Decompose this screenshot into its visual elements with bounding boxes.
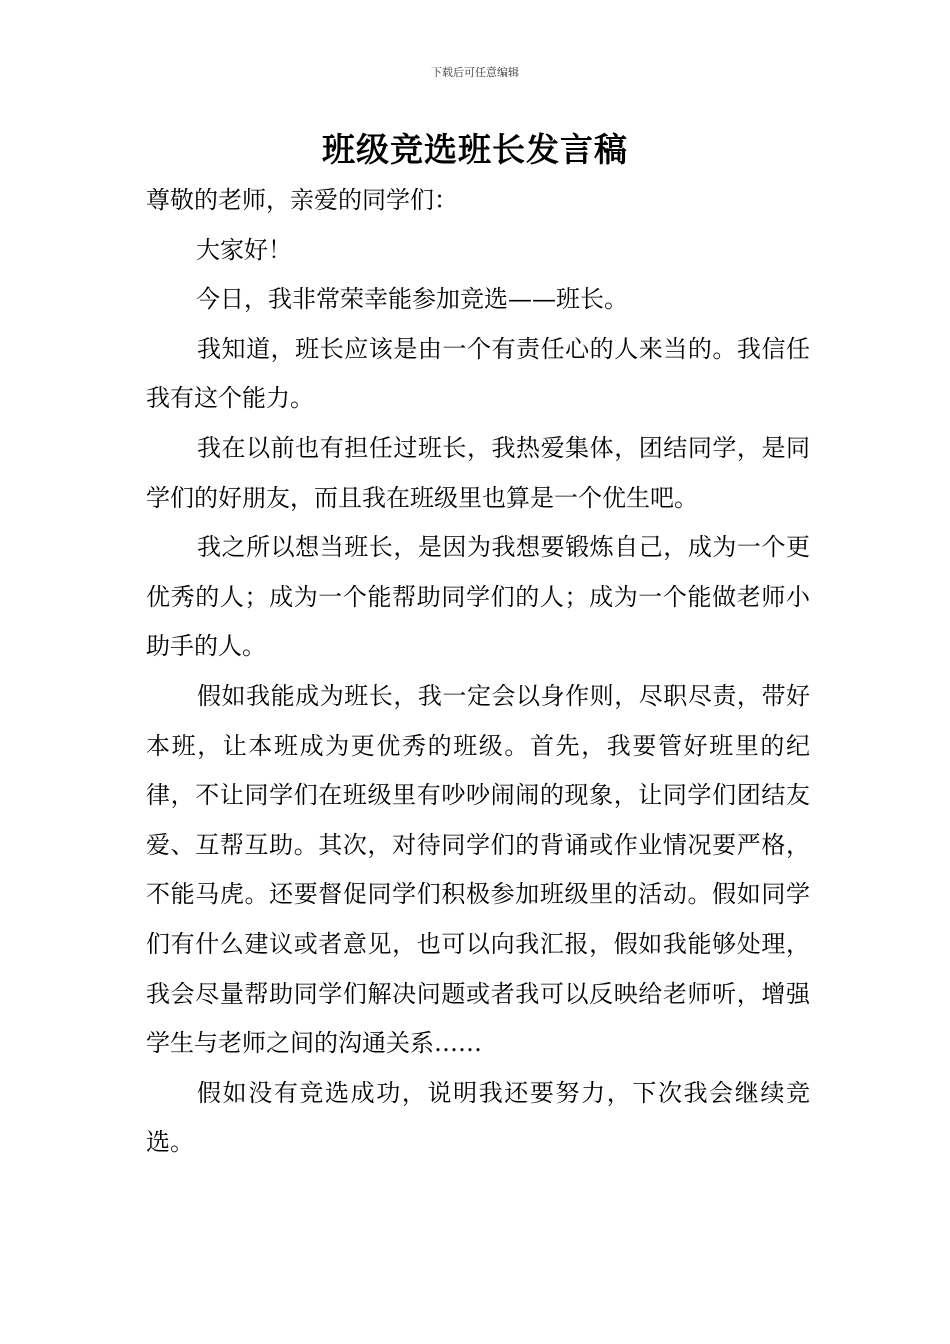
paragraph: 我在以前也有担任过班长，我热爱集体，团结同学，是同学们的好朋友，而且我在班级里也算是一个优生吧。: [146, 433, 810, 512]
paragraph: 我之所以想当班长，是因为我想要锻炼自己，成为一个更优秀的人；成为一个能帮助同学们的人；成为一个能做老师小助手的人。: [146, 533, 810, 661]
paragraph: 假如没有竞选成功，说明我还要努力，下次我会继续竞选。: [146, 1078, 810, 1157]
paragraph: 假如我能成为班长，我一定会以身作则，尽职尽责，带好本班，让本班成为更优秀的班级。首先，我要管好班里的纪律，不让同学们在班级里有吵吵闹闹的现象，让同学们团结友爱、互帮互助。其次，对待同学们的背诵或作业情况要严格，不能马虎。还要督促同学们积极参加班级里的活动。假如同学们有什么建议或者意见，也可以向我汇报，假如我能够处理，我会尽量帮助同学们解决问题或者我可以反映给老师听，增强学生与老师之间的沟通关系……: [146, 681, 810, 1058]
salutation: 尊敬的老师，亲爱的同学们：: [146, 186, 458, 214]
greeting-line: 大家好！: [196, 235, 292, 264]
document-title: 班级竞选班长发言稿: [322, 130, 628, 169]
paragraph: 我知道，班长应该是由一个有责任心的人来当的。我信任我有这个能力。: [146, 334, 810, 413]
header-note: 下载后可任意编辑: [431, 66, 519, 79]
document-body: [146, 176, 810, 1168]
paragraph: 今日，我非常荣幸能参加竞选——班长。: [196, 285, 628, 314]
